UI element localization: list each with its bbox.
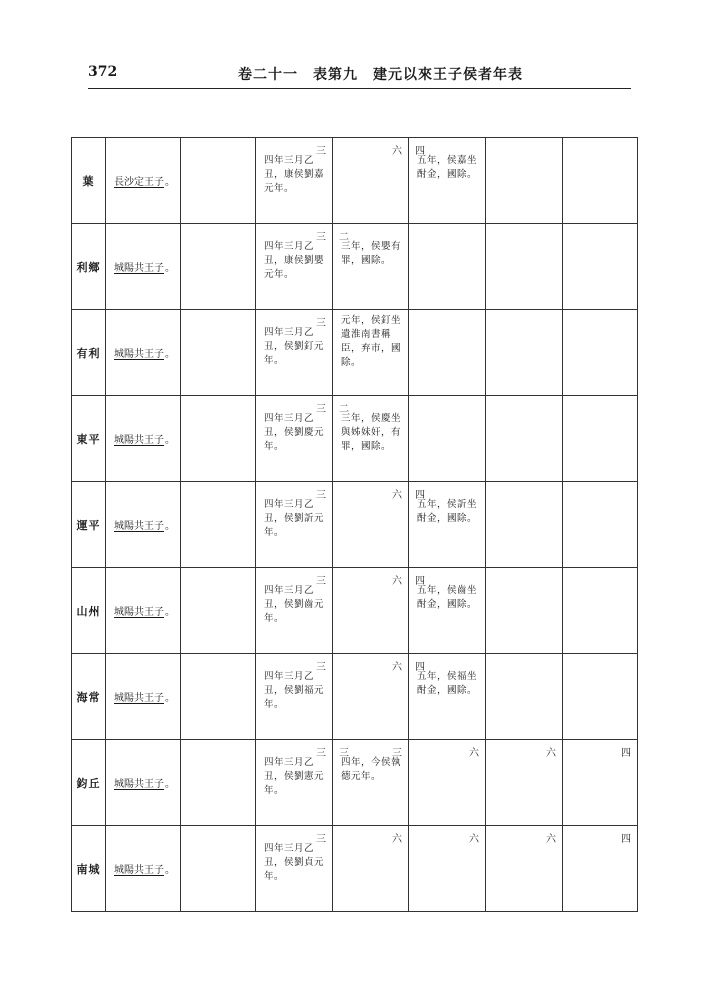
reign-note: 四年三月乙 丑，康侯劉嘉 元年。 bbox=[264, 155, 325, 194]
marquisate-name-cell bbox=[72, 568, 106, 654]
period-cell-c5 bbox=[563, 138, 638, 224]
origin-cell bbox=[106, 482, 181, 568]
origin-punct: 。 bbox=[165, 177, 175, 188]
reign-cell-content bbox=[256, 396, 332, 481]
marquisate-name: 葉 bbox=[82, 174, 95, 188]
year-count-right: 六 bbox=[392, 662, 402, 673]
period-cell-c4 bbox=[486, 138, 563, 224]
reign-year-count: 三 bbox=[316, 834, 326, 845]
reign-year-count: 三 bbox=[316, 490, 326, 501]
origin-cell bbox=[106, 654, 181, 740]
marquisate-name: 東平 bbox=[76, 432, 101, 446]
origin-text: 城陽共王子 bbox=[114, 349, 164, 360]
year-count-right: 六 bbox=[392, 146, 402, 157]
blank-cell bbox=[181, 654, 256, 740]
year-count-left: 四 bbox=[415, 662, 425, 673]
year-count-right: 六 bbox=[469, 748, 479, 759]
origin-cell bbox=[106, 396, 181, 482]
reign-cell-content bbox=[256, 138, 332, 223]
period-cell-c2 bbox=[333, 568, 409, 654]
year-count-right: 六 bbox=[469, 834, 479, 845]
blank-cell bbox=[181, 568, 256, 654]
reign-cell bbox=[256, 224, 333, 310]
reign-note: 四年三月乙 丑，侯劉釘元 年。 bbox=[264, 327, 325, 366]
period-note: 元年，侯釘坐 遺淮南書稱 臣，弃市，國 除。 bbox=[341, 315, 402, 368]
period-cell-c4 bbox=[486, 826, 563, 912]
table-row bbox=[72, 310, 638, 396]
period-cell-content bbox=[563, 310, 637, 395]
origin-cell bbox=[106, 740, 181, 826]
period-cell-content bbox=[409, 138, 485, 223]
year-count-left: 四 bbox=[415, 576, 425, 587]
blank-cell bbox=[181, 138, 256, 224]
origin-text: 城陽共王子 bbox=[114, 693, 164, 704]
origin-punct: 。 bbox=[165, 435, 175, 446]
marquisate-name-cell bbox=[72, 740, 106, 826]
reign-year-count: 三 bbox=[316, 748, 326, 759]
period-note: 五年，侯齒坐 酎金，國除。 bbox=[417, 585, 478, 610]
period-cell-c3 bbox=[409, 568, 486, 654]
blank-cell bbox=[181, 740, 256, 826]
origin-punct: 。 bbox=[165, 349, 175, 360]
period-cell-content bbox=[563, 568, 637, 653]
period-note: 五年，侯福坐 酎金，國除。 bbox=[417, 671, 478, 696]
marquisate-name: 鈞丘 bbox=[76, 776, 101, 790]
marquisate-name-cell bbox=[72, 396, 106, 482]
period-cell-c3 bbox=[409, 224, 486, 310]
origin-text: 城陽共王子 bbox=[114, 607, 164, 618]
period-cell-content bbox=[486, 396, 562, 481]
year-count-left: 四 bbox=[415, 490, 425, 501]
reign-cell-content bbox=[256, 654, 332, 739]
reign-cell-content bbox=[256, 224, 332, 309]
period-cell-c5 bbox=[563, 568, 638, 654]
year-count-left: 二 bbox=[339, 404, 349, 415]
period-note: 三年，侯慶坐 與姊妹奸，有 罪，國除。 bbox=[341, 413, 402, 452]
reign-year-count: 三 bbox=[316, 404, 326, 415]
reign-cell bbox=[256, 826, 333, 912]
period-cell-content bbox=[486, 310, 562, 395]
period-cell-content bbox=[333, 482, 408, 567]
period-cell-content bbox=[563, 138, 637, 223]
period-cell-content bbox=[409, 826, 485, 911]
reign-cell bbox=[256, 654, 333, 740]
period-cell-c3 bbox=[409, 654, 486, 740]
reign-note: 四年三月乙 丑，侯劉貞元 年。 bbox=[264, 843, 325, 882]
marquisate-name-cell bbox=[72, 654, 106, 740]
origin-punct: 。 bbox=[165, 607, 175, 618]
period-cell-c5 bbox=[563, 224, 638, 310]
reign-note: 四年三月乙 丑，侯劉福元 年。 bbox=[264, 671, 325, 710]
reign-note: 四年三月乙 丑，侯劉慶元 年。 bbox=[264, 413, 325, 452]
table-row bbox=[72, 740, 638, 826]
reign-note: 四年三月乙 丑，侯劉憲元 年。 bbox=[264, 757, 325, 796]
period-cell-content bbox=[563, 826, 637, 911]
year-count-left: 二 bbox=[339, 232, 349, 243]
period-cell-content bbox=[409, 482, 485, 567]
reign-cell bbox=[256, 310, 333, 396]
period-cell-c4 bbox=[486, 310, 563, 396]
period-cell-c5 bbox=[563, 310, 638, 396]
page-number: 372 bbox=[88, 64, 118, 80]
period-cell-c2 bbox=[333, 482, 409, 568]
period-cell-content bbox=[563, 396, 637, 481]
period-cell-c2 bbox=[333, 310, 409, 396]
period-cell-c3 bbox=[409, 826, 486, 912]
period-cell-content bbox=[333, 826, 408, 911]
reign-cell-content bbox=[256, 826, 332, 911]
period-cell-content bbox=[486, 826, 562, 911]
origin-text: 城陽共王子 bbox=[114, 865, 164, 876]
origin-punct: 。 bbox=[165, 263, 175, 274]
running-title: 卷二十一 表第九 建元以來王子侯者年表 bbox=[238, 67, 523, 83]
period-cell-content bbox=[563, 654, 637, 739]
header-rule bbox=[88, 88, 631, 89]
origin-punct: 。 bbox=[165, 693, 175, 704]
period-cell-content bbox=[333, 740, 408, 825]
period-cell-c4 bbox=[486, 396, 563, 482]
blank-cell bbox=[181, 310, 256, 396]
period-note: 三年，侯嬰有 罪，國除。 bbox=[341, 241, 402, 266]
period-cell-content bbox=[333, 568, 408, 653]
period-cell-c4 bbox=[486, 568, 563, 654]
table-row bbox=[72, 482, 638, 568]
period-cell-content bbox=[333, 138, 408, 223]
period-cell-content bbox=[333, 224, 408, 309]
origin-text: 城陽共王子 bbox=[114, 263, 164, 274]
period-cell-c4 bbox=[486, 654, 563, 740]
year-count-left: 三 bbox=[339, 748, 349, 759]
period-note: 五年，侯訢坐 酎金，國除。 bbox=[417, 499, 478, 524]
origin-cell bbox=[106, 826, 181, 912]
period-cell-content bbox=[563, 224, 637, 309]
year-count-right: 六 bbox=[392, 834, 402, 845]
period-cell-content bbox=[563, 740, 637, 825]
origin-punct: 。 bbox=[165, 865, 175, 876]
period-cell-c2 bbox=[333, 138, 409, 224]
reign-cell bbox=[256, 138, 333, 224]
origin-cell bbox=[106, 224, 181, 310]
table-row bbox=[72, 396, 638, 482]
reign-year-count: 三 bbox=[316, 318, 326, 329]
period-cell-c2 bbox=[333, 740, 409, 826]
reign-year-count: 三 bbox=[316, 146, 326, 157]
period-cell-content bbox=[486, 568, 562, 653]
marquisate-name-cell bbox=[72, 826, 106, 912]
year-count-right: 六 bbox=[546, 748, 556, 759]
blank-cell bbox=[181, 482, 256, 568]
period-cell-content bbox=[409, 310, 485, 395]
period-cell-c4 bbox=[486, 224, 563, 310]
period-cell-content bbox=[409, 654, 485, 739]
period-cell-c5 bbox=[563, 482, 638, 568]
reign-note: 四年三月乙 丑，康侯劉嬰 元年。 bbox=[264, 241, 325, 280]
year-count-right: 六 bbox=[546, 834, 556, 845]
period-cell-content bbox=[486, 482, 562, 567]
marquisate-name: 南城 bbox=[76, 862, 101, 876]
period-cell-c2 bbox=[333, 224, 409, 310]
period-cell-c3 bbox=[409, 396, 486, 482]
period-cell-content bbox=[486, 654, 562, 739]
reign-cell-content bbox=[256, 310, 332, 395]
origin-text: 城陽共王子 bbox=[114, 435, 164, 446]
reign-note: 四年三月乙 丑，侯劉訢元 年。 bbox=[264, 499, 325, 538]
period-cell-content bbox=[409, 568, 485, 653]
table-row bbox=[72, 654, 638, 740]
period-cell-content bbox=[486, 138, 562, 223]
year-count-right: 四 bbox=[621, 834, 631, 845]
year-count-right: 四 bbox=[621, 748, 631, 759]
period-cell-c5 bbox=[563, 740, 638, 826]
table-row bbox=[72, 826, 638, 912]
period-cell-c3 bbox=[409, 740, 486, 826]
reign-cell bbox=[256, 568, 333, 654]
period-cell-content bbox=[333, 654, 408, 739]
marquisate-name: 運平 bbox=[76, 518, 101, 532]
marquisate-name: 海常 bbox=[76, 690, 101, 704]
period-cell-content bbox=[409, 740, 485, 825]
marquisate-name: 利鄉 bbox=[76, 260, 101, 274]
reign-year-count: 三 bbox=[316, 232, 326, 243]
period-cell-c2 bbox=[333, 654, 409, 740]
marquis-register-table bbox=[71, 137, 638, 912]
period-cell-content bbox=[333, 396, 408, 481]
period-cell-content bbox=[409, 396, 485, 481]
origin-text: 城陽共王子 bbox=[114, 521, 164, 532]
reign-cell-content bbox=[256, 568, 332, 653]
period-cell-c3 bbox=[409, 138, 486, 224]
period-cell-content bbox=[409, 224, 485, 309]
table-body bbox=[72, 138, 638, 912]
origin-text: 城陽共王子 bbox=[114, 779, 164, 790]
year-count-right: 六 bbox=[392, 576, 402, 587]
year-count-left: 四 bbox=[415, 146, 425, 157]
period-cell-c5 bbox=[563, 654, 638, 740]
marquisate-name-cell bbox=[72, 138, 106, 224]
origin-cell bbox=[106, 310, 181, 396]
period-cell-c4 bbox=[486, 740, 563, 826]
origin-text: 長沙定王子 bbox=[114, 177, 164, 188]
origin-cell bbox=[106, 138, 181, 224]
marquisate-name: 山州 bbox=[76, 604, 101, 618]
period-cell-c4 bbox=[486, 482, 563, 568]
blank-cell bbox=[181, 224, 256, 310]
page-header bbox=[88, 64, 631, 88]
blank-cell bbox=[181, 396, 256, 482]
reign-cell bbox=[256, 396, 333, 482]
table-row bbox=[72, 224, 638, 310]
period-cell-content bbox=[486, 740, 562, 825]
origin-punct: 。 bbox=[165, 779, 175, 790]
reign-cell-content bbox=[256, 740, 332, 825]
reign-cell-content bbox=[256, 482, 332, 567]
period-cell-c3 bbox=[409, 482, 486, 568]
table-row bbox=[72, 138, 638, 224]
period-note: 五年，侯嘉坐 酎金，國除。 bbox=[417, 155, 478, 180]
reign-cell bbox=[256, 740, 333, 826]
marquisate-name-cell bbox=[72, 310, 106, 396]
marquisate-name: 有利 bbox=[76, 346, 101, 360]
marquisate-name-cell bbox=[72, 224, 106, 310]
reign-year-count: 三 bbox=[316, 576, 326, 587]
period-cell-c2 bbox=[333, 826, 409, 912]
year-count-right: 三 bbox=[392, 748, 402, 759]
period-cell-content bbox=[333, 310, 408, 395]
year-count-right: 六 bbox=[392, 490, 402, 501]
period-cell-content bbox=[486, 224, 562, 309]
origin-punct: 。 bbox=[165, 521, 175, 532]
marquisate-name-cell bbox=[72, 482, 106, 568]
period-cell-c5 bbox=[563, 396, 638, 482]
reign-year-count: 三 bbox=[316, 662, 326, 673]
period-cell-content bbox=[563, 482, 637, 567]
period-note: 四年，今侯執 德元年。 bbox=[341, 757, 402, 782]
origin-cell bbox=[106, 568, 181, 654]
reign-cell bbox=[256, 482, 333, 568]
period-cell-c5 bbox=[563, 826, 638, 912]
table-row bbox=[72, 568, 638, 654]
period-cell-c2 bbox=[333, 396, 409, 482]
period-cell-c3 bbox=[409, 310, 486, 396]
blank-cell bbox=[181, 826, 256, 912]
reign-note: 四年三月乙 丑，侯劉齒元 年。 bbox=[264, 585, 325, 624]
